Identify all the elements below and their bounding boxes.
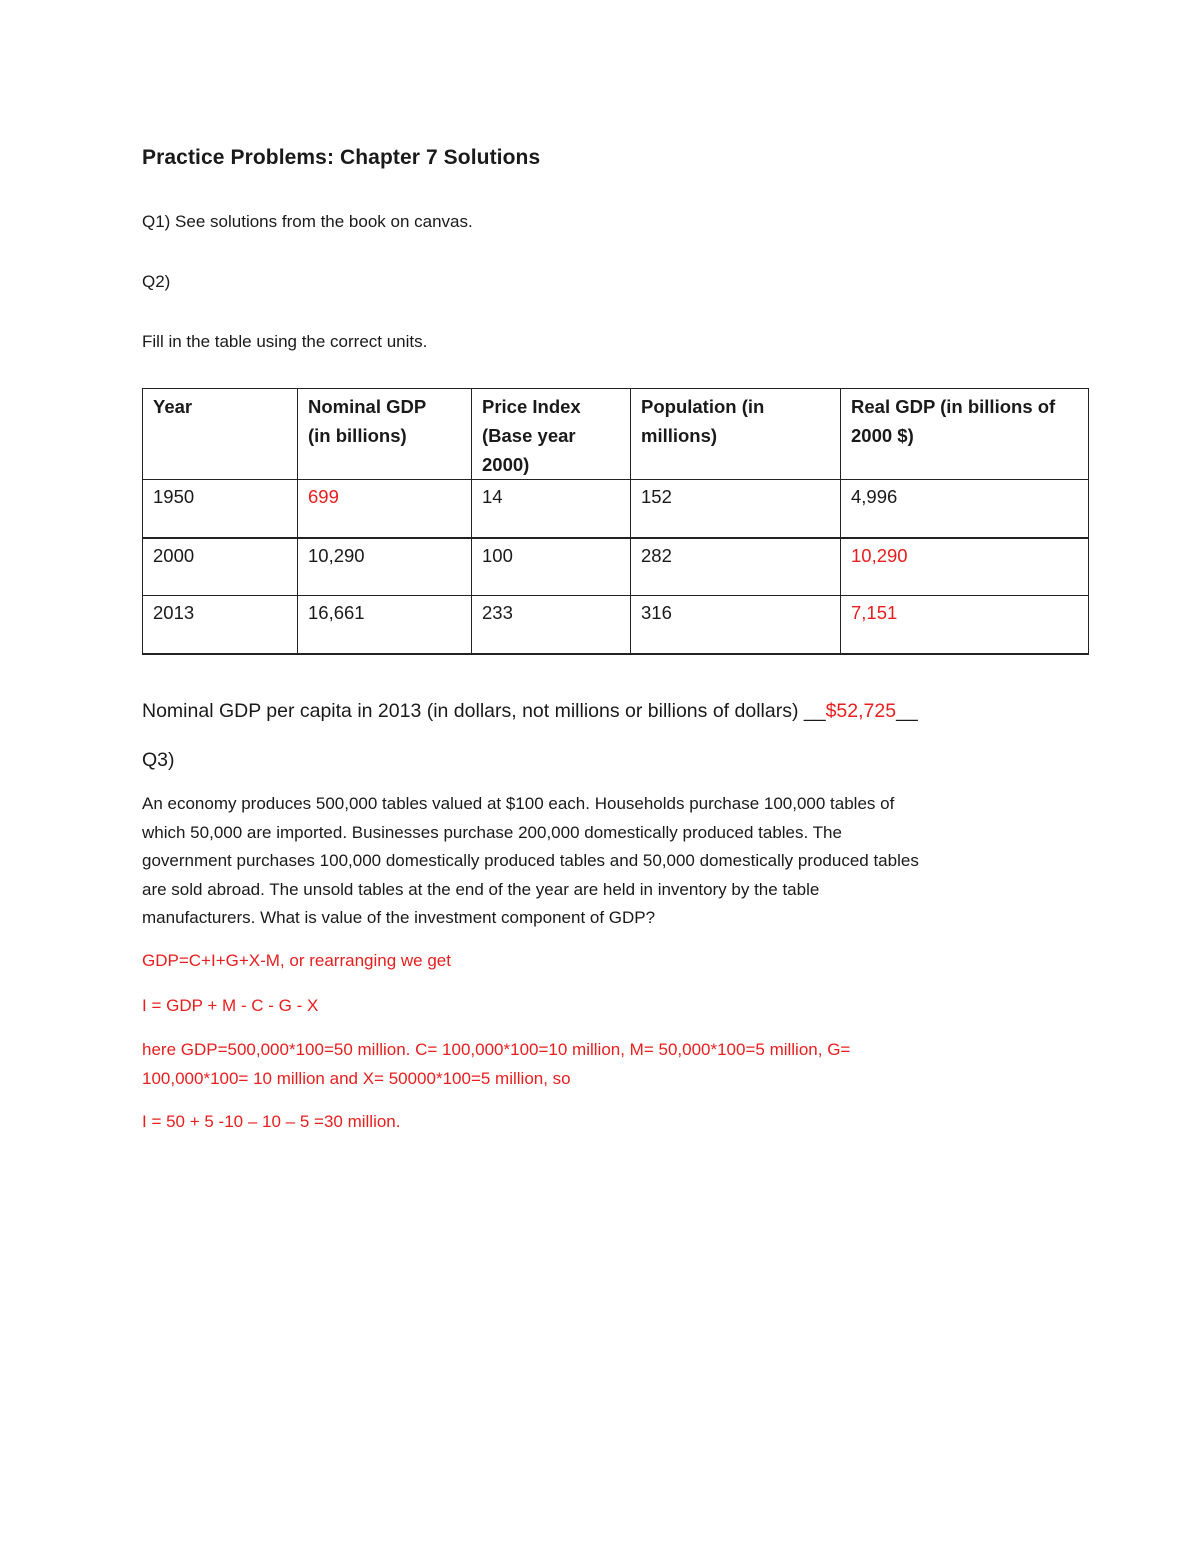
- cell-population: 316: [631, 596, 841, 654]
- per-capita-suffix: __: [896, 700, 918, 722]
- cell-year: 1950: [143, 480, 298, 538]
- cell-price-index: 233: [472, 596, 631, 654]
- q2-instruction: Fill in the table using the correct units.: [142, 332, 428, 351]
- cell-real-gdp-answer: 7,151: [841, 596, 1089, 654]
- header-nominal-gdp-line-2: (in billions): [308, 425, 407, 446]
- per-capita-prompt: Nominal GDP per capita in 2013 (in dollars, not millions or billions of dollars) __: [142, 700, 826, 722]
- header-population: [631, 389, 841, 480]
- q3-text-line: An economy produces 500,000 tables valued at $100 each. Households purchase 100,000 tables of: [142, 794, 895, 813]
- q3-question-text: [142, 790, 1072, 933]
- header-price-index-line-1: Price Index: [482, 396, 581, 417]
- header-nominal-gdp-line-1: Nominal GDP: [308, 396, 427, 417]
- answer-values-line-2: 100,000*100= 10 million and X= 50000*100=5 million, so: [142, 1068, 571, 1088]
- cell-year: 2013: [143, 596, 298, 654]
- header-year-line: Year: [153, 396, 193, 417]
- answer-rearranged: I = GDP + M - C - G - X: [142, 996, 319, 1015]
- header-price-index-line-3: 2000): [482, 454, 530, 475]
- answer-values-line-1: here GDP=500,000*100=50 million. C= 100,000*100=10 million, M= 50,000*100=5 million, G=: [142, 1040, 851, 1059]
- cell-real-gdp-answer: 10,290: [841, 538, 1089, 596]
- header-nominal-gdp: [298, 389, 472, 480]
- cell-nominal-gdp: 16,661: [298, 596, 472, 654]
- answer-equation: GDP=C+I+G+X-M, or rearranging we get: [142, 951, 451, 970]
- cell-year: 2000: [143, 538, 298, 596]
- header-population-line-2: millions): [641, 425, 718, 446]
- table-row: [143, 538, 1089, 596]
- cell-nominal-gdp: 10,290: [298, 538, 472, 596]
- q2-label: Q2): [142, 272, 171, 291]
- table-row: [143, 596, 1089, 654]
- gdp-table: [142, 388, 1089, 655]
- cell-population: 152: [631, 480, 841, 538]
- q3-text-line: are sold abroad. The unsold tables at the end of the year are held in inventory by the table: [142, 879, 820, 899]
- per-capita-answer: $52,725: [825, 700, 897, 722]
- answer-values: [142, 1036, 1072, 1093]
- header-real-gdp: [841, 389, 1089, 480]
- header-real-gdp-line-2: 2000 $): [851, 425, 914, 446]
- answer-result: I = 50 + 5 -10 – 10 – 5 =30 million.: [142, 1112, 401, 1131]
- cell-price-index: 100: [472, 538, 631, 596]
- q3-text-line: government purchases 100,000 domestically produced tables and 50,000 domestically produced tables: [142, 851, 919, 870]
- cell-nominal-gdp-answer: 699: [298, 480, 472, 538]
- table-header-row: [143, 389, 1089, 480]
- header-price-index: [472, 389, 631, 480]
- per-capita-question: [142, 700, 918, 723]
- header-population-line-1: Population (in: [641, 396, 765, 417]
- cell-population: 282: [631, 538, 841, 596]
- q3-text-line: which 50,000 are imported. Businesses purchase 200,000 domestically produced tables. The: [142, 822, 842, 842]
- q1-text: Q1) See solutions from the book on canvas.: [142, 212, 473, 231]
- table-row: [143, 480, 1089, 538]
- header-real-gdp-line-1: Real GDP (in billions of: [851, 396, 1056, 417]
- q3-label: Q3): [142, 749, 175, 771]
- header-price-index-line-2: (Base year: [482, 425, 576, 446]
- cell-price-index: 14: [472, 480, 631, 538]
- page-title: Practice Problems: Chapter 7 Solutions: [142, 146, 541, 169]
- header-year: [143, 389, 298, 480]
- q3-text-line: manufacturers. What is value of the investment component of GDP?: [142, 908, 656, 927]
- cell-real-gdp: 4,996: [841, 480, 1089, 538]
